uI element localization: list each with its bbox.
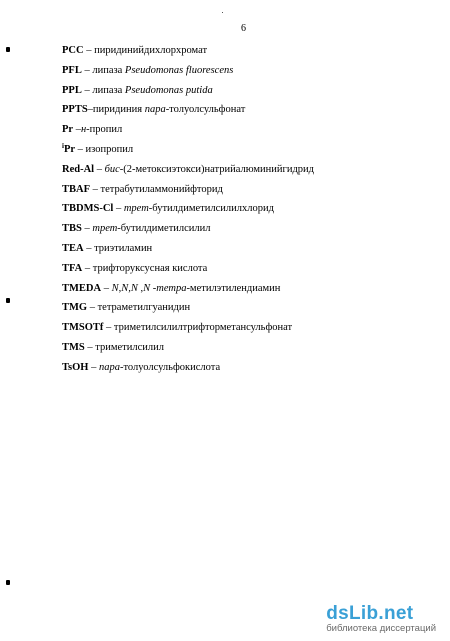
abbreviation-term: TMSOTf <box>62 322 104 334</box>
abbreviation-entry <box>62 241 314 261</box>
abbreviation-term: TFA <box>62 262 83 274</box>
abbreviation-list <box>62 43 314 380</box>
abbreviation-entry <box>62 261 314 281</box>
binder-hole-bottom <box>6 580 10 585</box>
abbreviation-entry <box>62 83 314 103</box>
definition-text: – триэтиламин <box>83 242 153 254</box>
italic-fragment: трет <box>92 223 118 235</box>
definition-text: – <box>101 282 112 294</box>
definition-text: – тетраметилгуанидин <box>87 302 191 314</box>
italic-fragment: Pseudomonas putida <box>124 84 213 96</box>
definition-text: – триметилсилилтрифторметансульфонат <box>103 322 293 334</box>
italic-fragment: бис <box>104 163 120 175</box>
abbreviation-entry <box>62 300 314 320</box>
italic-fragment: трет <box>123 203 149 215</box>
definition-text: -бутилдиметилсилил <box>117 223 211 235</box>
abbreviation-entry <box>62 43 314 63</box>
definition-text: – триметилсилил <box>84 341 164 353</box>
abbreviation-term: TMS <box>62 341 85 353</box>
abbreviation-term: PPL <box>62 84 82 96</box>
abbreviation-entry <box>62 360 314 380</box>
definition-text: - <box>150 282 157 294</box>
watermark <box>326 603 436 634</box>
abbreviation-term: TsOH <box>62 361 89 373</box>
abbreviation-term: Pr <box>62 124 74 136</box>
definition-text: – <box>94 163 105 175</box>
definition-text: – изопропил <box>75 143 134 155</box>
definition-text: – <box>73 124 81 136</box>
italic-fragment: N,N,N <box>111 282 138 294</box>
definition-text: – пиридинийдихлорхромат <box>83 45 208 56</box>
page-number: 6 <box>241 23 246 34</box>
italic-fragment: Pseudomonas fluorescens <box>124 64 234 76</box>
abbreviation-entry <box>62 63 314 83</box>
abbreviation-term: PPTS <box>62 104 88 116</box>
italic-fragment: тетра <box>156 282 187 294</box>
abbreviation-term: PCC <box>62 45 84 56</box>
definition-text: -толуолсульфонат <box>165 104 246 116</box>
abbreviation-entry <box>62 340 314 360</box>
abbreviation-term: Red-Al <box>62 163 95 175</box>
abbreviation-entry <box>62 162 314 182</box>
abbreviation-term: TEA <box>62 242 84 254</box>
definition-text: – <box>81 223 93 235</box>
scan-speck <box>222 12 223 13</box>
abbreviation-term: TMG <box>62 302 88 314</box>
watermark-logo[interactable]: dsLib.net <box>326 603 414 624</box>
binder-hole-middle <box>6 298 10 303</box>
abbreviation-term: Pr <box>63 143 76 155</box>
definition-text: -пропил <box>86 124 123 136</box>
abbreviation-entry <box>62 221 314 241</box>
italic-fragment: пара <box>144 104 166 116</box>
binder-hole-top <box>6 47 10 52</box>
abbreviation-term: TBS <box>62 223 82 235</box>
abbreviation-term: TBAF <box>62 183 91 195</box>
italic-fragment: N <box>143 282 151 294</box>
definition-text: -бутилдиметилсилилхлорид <box>148 203 274 215</box>
italic-fragment: н <box>80 124 87 136</box>
abbreviation-entry <box>62 142 314 162</box>
definition-text: , <box>137 282 144 294</box>
abbreviation-entry <box>62 102 314 122</box>
definition-text: – <box>113 203 124 215</box>
italic-fragment: пара <box>98 361 120 373</box>
definition-text: -(2-метоксиэтокси)натрийалюминийгидрид <box>119 163 314 175</box>
abbreviation-entry <box>62 320 314 340</box>
definition-text: – тетрабутиламмонийфторид <box>90 183 223 195</box>
definition-text: – трифторуксусная кислота <box>82 262 208 274</box>
definition-text: -метилэтилендиамин <box>186 282 281 294</box>
definition-text: -толуолсульфокислота <box>119 361 221 373</box>
abbreviation-term: TMEDA <box>62 282 102 294</box>
definition-text: – липаза <box>81 84 125 96</box>
watermark-subtitle: библиотека диссертаций <box>326 623 436 634</box>
abbreviation-entry <box>62 201 314 221</box>
definition-text: –пиридиния <box>87 104 145 116</box>
definition-text: – <box>88 361 99 373</box>
abbreviation-entry <box>62 182 314 202</box>
abbreviation-term: TBDMS-Cl <box>62 203 114 215</box>
superscript: i <box>62 141 64 150</box>
definition-text: – липаза <box>81 64 125 76</box>
abbreviation-entry <box>62 281 314 301</box>
abbreviation-term: PFL <box>62 64 82 76</box>
abbreviation-entry <box>62 122 314 142</box>
